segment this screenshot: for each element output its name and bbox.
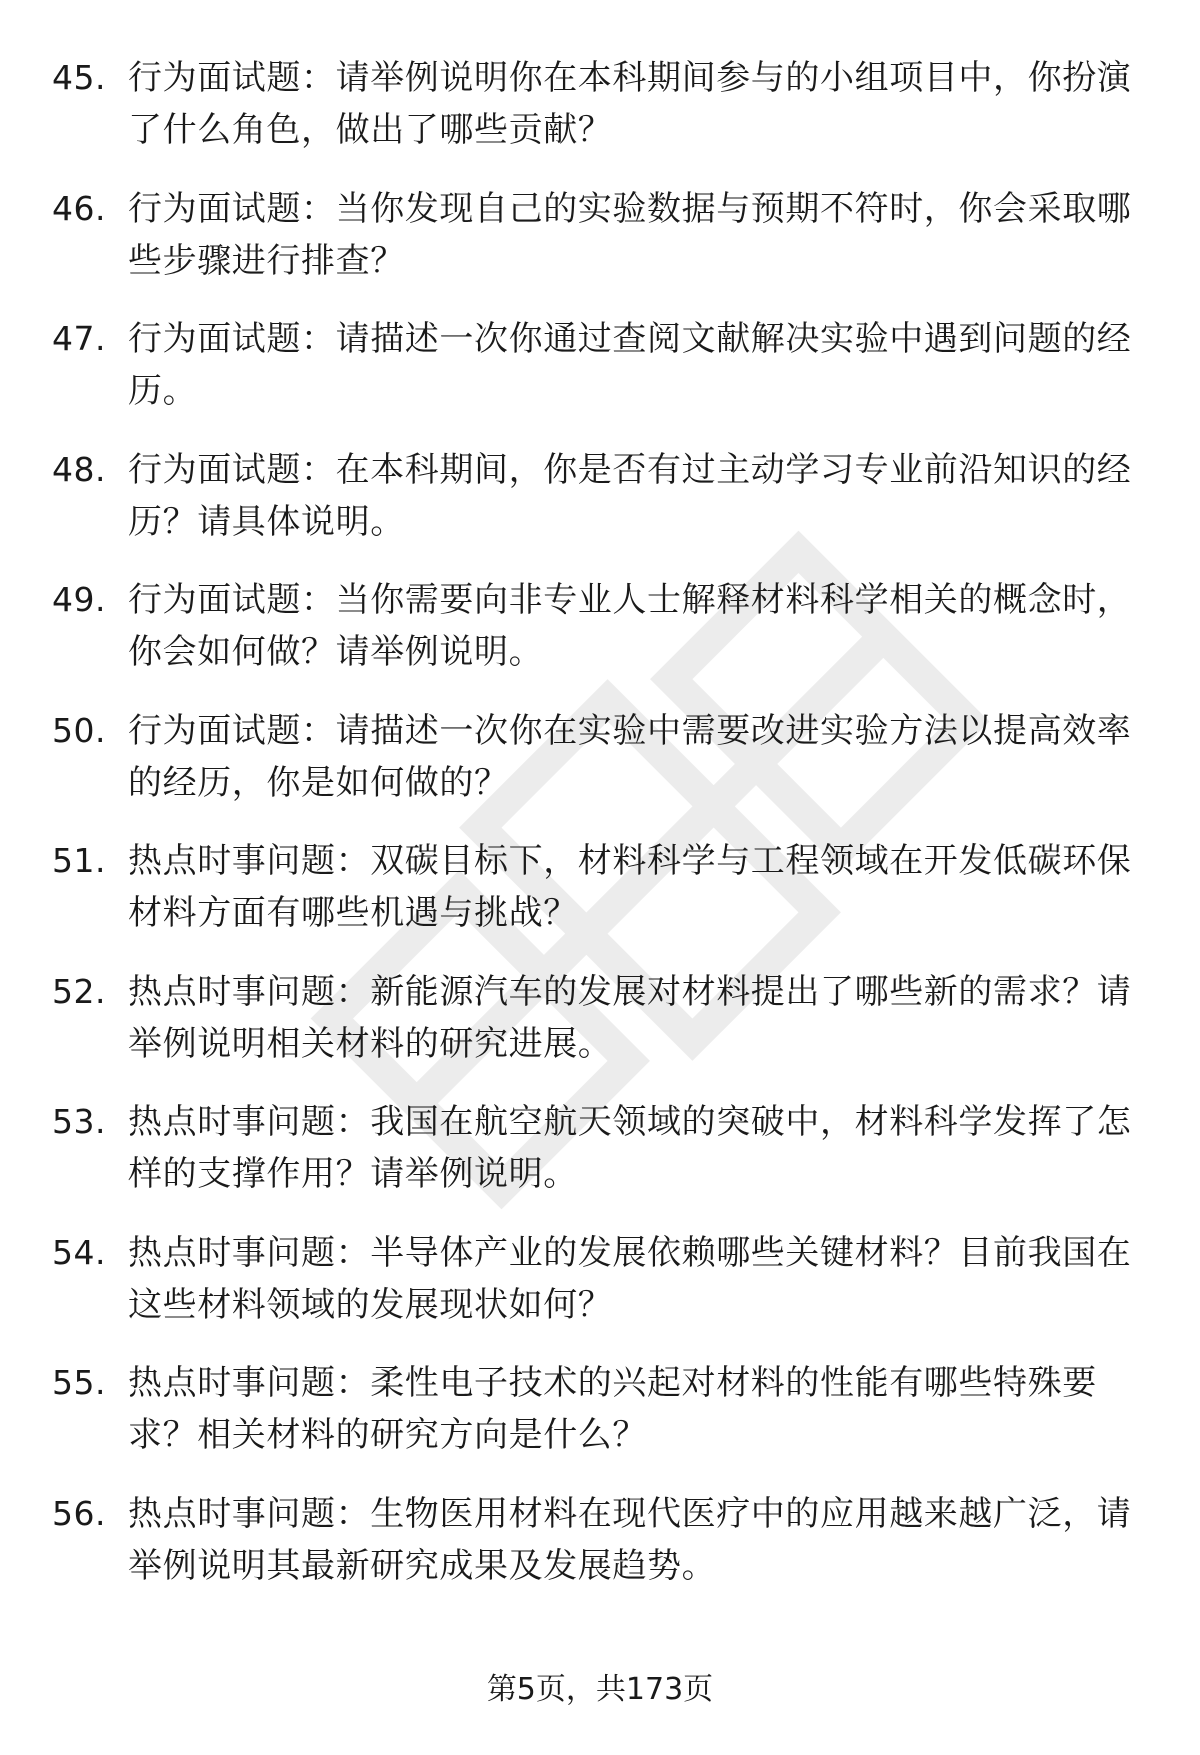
question-number: 49. xyxy=(52,580,106,619)
question-item xyxy=(0,444,1200,575)
question-item xyxy=(0,52,1200,183)
question-item xyxy=(0,1096,1200,1227)
question-text: 行为面试题：请描述一次你通过查阅文献解决实验中遇到问题的经历。 xyxy=(128,319,1132,411)
question-text: 热点时事问题：柔性电子技术的兴起对材料的性能有哪些特殊要求？相关材料的研究方向是什么？ xyxy=(128,1363,1097,1455)
question-text: 行为面试题：当你发现自己的实验数据与预期不符时，你会采取哪些步骤进行排查？ xyxy=(128,188,1132,281)
question-text: 热点时事问题：双碳目标下，材料科学与工程领域在开发低碳环保材料方面有哪些机遇与挑战？ xyxy=(128,841,1132,933)
question-number: 56. xyxy=(52,1493,106,1533)
question-number: 45. xyxy=(52,58,106,97)
page-number-footer: 第5页，共173页 xyxy=(486,1672,714,1707)
question-item xyxy=(0,183,1200,314)
question-text: 行为面试题：请描述一次你在实验中需要改进实验方法以提高效率的经历，你是如何做的？ xyxy=(128,710,1132,803)
question-list xyxy=(0,52,1200,1618)
question-number: 54. xyxy=(52,1232,106,1272)
question-text: 行为面试题：当你需要向非专业人士解释材料科学相关的概念时，你会如何做？请举例说明。 xyxy=(128,580,1132,672)
question-text: 热点时事问题：我国在航空航天领域的突破中，材料科学发挥了怎样的支撑作用？请举例说明。 xyxy=(128,1102,1132,1194)
question-text: 热点时事问题：生物医用材料在现代医疗中的应用越来越广泛，请举例说明其最新研究成果及发展趋势。 xyxy=(128,1493,1132,1586)
question-item xyxy=(0,313,1200,444)
question-number: 51. xyxy=(52,841,106,880)
question-text: 行为面试题：在本科期间，你是否有过主动学习专业前沿知识的经历？请具体说明。 xyxy=(128,449,1132,542)
question-number: 50. xyxy=(52,710,106,750)
question-number: 52. xyxy=(52,971,106,1011)
question-item xyxy=(0,1357,1200,1488)
question-item xyxy=(0,574,1200,705)
question-text: 行为面试题：请举例说明你在本科期间参与的小组项目中，你扮演了什么角色，做出了哪些贡献？ xyxy=(128,58,1132,150)
question-text: 热点时事问题：半导体产业的发展依赖哪些关键材料？目前我国在这些材料领域的发展现状如何？ xyxy=(128,1232,1132,1325)
question-item xyxy=(0,1488,1200,1619)
question-text: 热点时事问题：新能源汽车的发展对材料提出了哪些新的需求？请举例说明相关材料的研究进展。 xyxy=(128,971,1132,1064)
question-item xyxy=(0,705,1200,836)
question-number: 48. xyxy=(52,449,106,489)
question-number: 47. xyxy=(52,319,106,358)
question-number: 46. xyxy=(52,188,106,228)
question-item xyxy=(0,966,1200,1097)
question-number: 55. xyxy=(52,1363,106,1402)
question-item xyxy=(0,835,1200,966)
question-number: 53. xyxy=(52,1102,106,1141)
question-item xyxy=(0,1227,1200,1358)
